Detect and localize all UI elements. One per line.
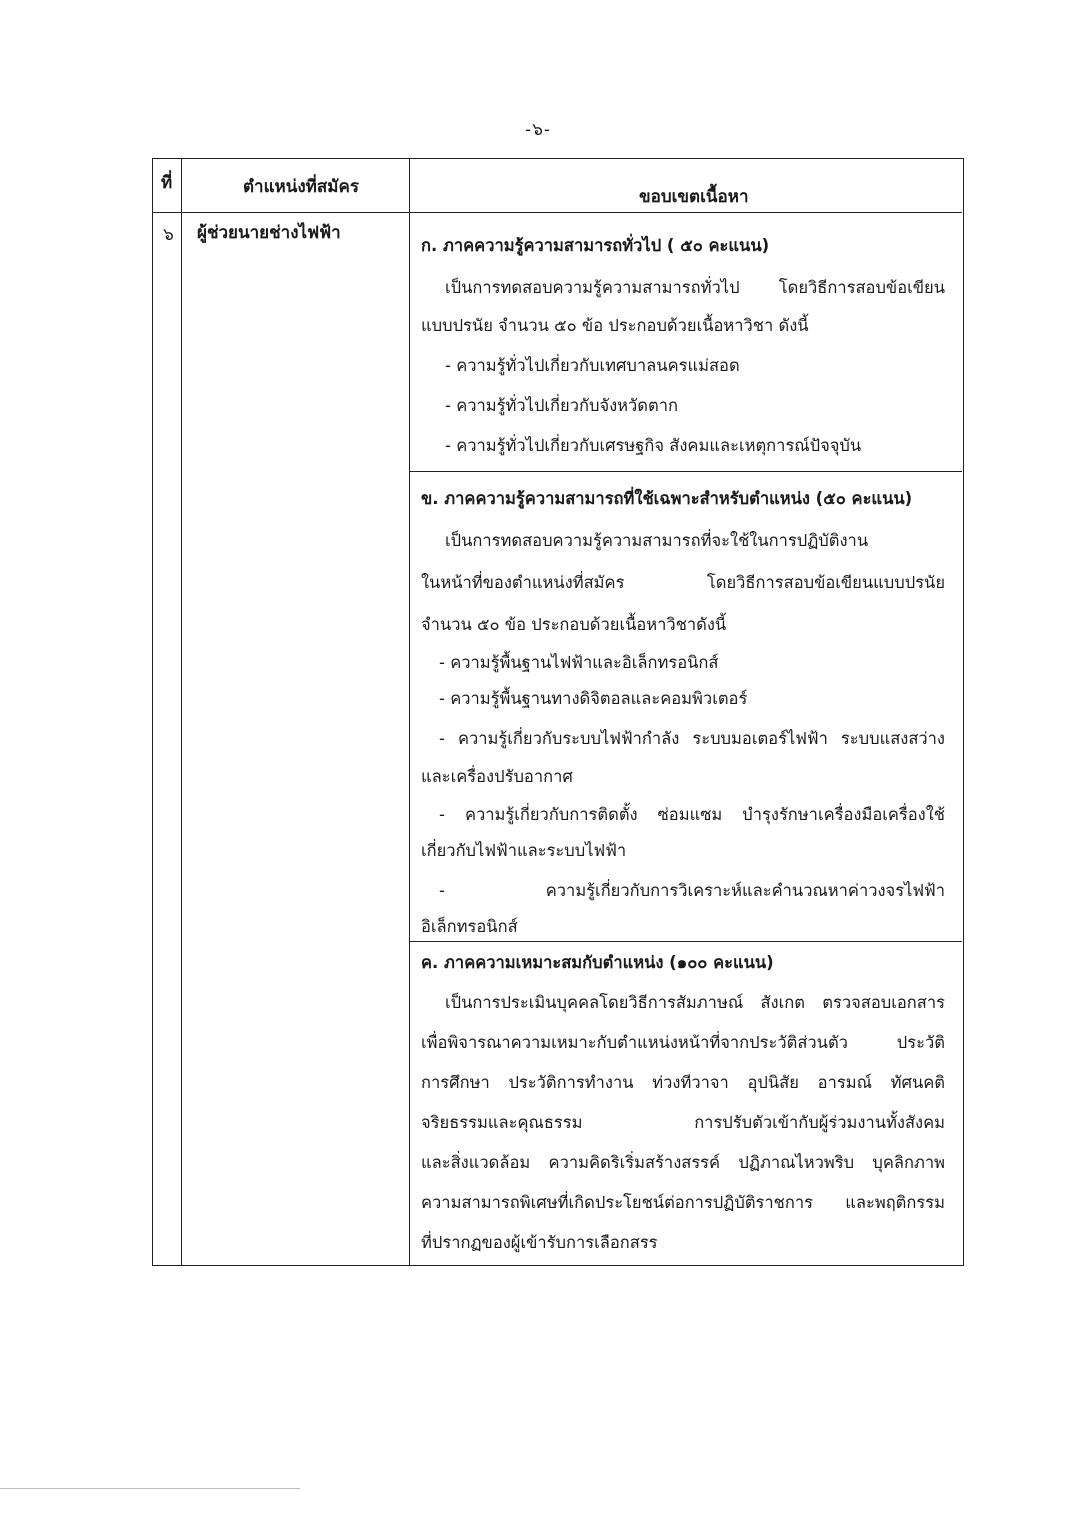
section-line: แบบปรนัย จำนวน ๕๐ ข้อ ประกอบด้วยเนื้อหาวิชา ดังนี้ xyxy=(421,316,809,335)
page-number: -๖- xyxy=(524,120,552,140)
section-line: เพื่อพิจารณาความเหมาะกับตำแหน่งหน้าที่จากประวัติส่วนตัว ประวัติ xyxy=(421,1033,945,1052)
section-line: จริยธรรมและคุณธรรม การปรับตัวเข้ากับผู้ร่วมงานทั้งสังคม xyxy=(421,1113,945,1132)
section-title: ค. ภาคความเหมาะสมกับตำแหน่ง (๑๐๐ คะแนน) xyxy=(421,953,774,972)
header-position: ตำแหน่งที่สมัคร xyxy=(243,177,359,197)
section-line: - ความรู้พื้นฐานไฟฟ้าและอิเล็กทรอนิกส์ xyxy=(439,653,719,672)
section-line: เกี่ยวกับไฟฟ้าและระบบไฟฟ้า xyxy=(421,841,627,860)
section-line: การศึกษา ประวัติการทำงาน ท่วงทีวาจา อุปนิสัย อารมณ์ ทัศนคติ xyxy=(421,1073,945,1092)
header-scope: ขอบเขตเนื้อหา xyxy=(639,187,749,207)
section-general xyxy=(409,213,961,471)
scan-edge-line xyxy=(0,1488,300,1489)
section-line: - ความรู้เกี่ยวกับการติดตั้ง ซ่อมแซม บำรุงรักษาเครื่องมือเครื่องใช้ xyxy=(439,805,945,824)
section-line: - ความรู้เกี่ยวกับระบบไฟฟ้ากำลัง ระบบมอเตอร์ไฟฟ้า ระบบแสงสว่าง xyxy=(439,729,945,748)
row-number: ๖ xyxy=(163,225,174,245)
section-line: - ความรู้ทั่วไปเกี่ยวกับเทศบาลนครแม่สอด xyxy=(445,356,740,375)
section-line: และสิ่งแวดล้อม ความคิดริเริ่มสร้างสรรค์ ปฏิภาณไหวพริบ บุคลิกภาพ xyxy=(421,1153,945,1172)
section-line: จำนวน ๕๐ ข้อ ประกอบด้วยเนื้อหาวิชาดังนี้ xyxy=(421,615,727,634)
section-specific xyxy=(409,472,961,941)
row-position: ผู้ช่วยนายช่างไฟฟ้า xyxy=(197,223,341,243)
section-line: ความสามารถพิเศษที่เกิดประโยชน์ต่อการปฏิบัติราชการ และพฤติกรรม xyxy=(421,1193,945,1212)
section-line: - ความรู้เกี่ยวกับการวิเคราะห์และคำนวณหาค่าวงจรไฟฟ้า xyxy=(439,881,945,900)
section-suitability xyxy=(409,942,961,1264)
syllabus-table xyxy=(152,158,964,1266)
section-line: เป็นการทดสอบความรู้ความสามารถที่จะใช้ในการปฏิบัติงาน xyxy=(445,531,869,550)
section-line: เป็นการทดสอบความรู้ความสามารถทั่วไป โดยวิธีการสอบข้อเขียน xyxy=(445,278,945,297)
section-line: - ความรู้ทั่วไปเกี่ยวกับจังหวัดตาก xyxy=(445,396,678,415)
section-line: ที่ปรากฏของผู้เข้ารับการเลือกสรร xyxy=(421,1233,658,1252)
section-line: ในหน้าที่ของตำแหน่งที่สมัคร โดยวิธีการสอบข้อเขียนแบบปรนัย xyxy=(421,573,945,592)
section-line: อิเล็กทรอนิกส์ xyxy=(421,917,518,936)
section-title: ข. ภาคความรู้ความสามารถที่ใช้เฉพาะสำหรับตำแหน่ง (๕๐ คะแนน) xyxy=(421,489,913,508)
section-title: ก. ภาคความรู้ความสามารถทั่วไป ( ๕๐ คะแนน) xyxy=(421,236,770,255)
section-line: - ความรู้ทั่วไปเกี่ยวกับเศรษฐกิจ สังคมและเหตุการณ์ปัจจุบัน xyxy=(445,436,862,455)
section-line: และเครื่องปรับอากาศ xyxy=(421,767,573,786)
header-no: ที่ xyxy=(161,173,173,193)
section-line: เป็นการประเมินบุคคลโดยวิธีการสัมภาษณ์ สังเกต ตรวจสอบเอกสาร xyxy=(445,993,945,1012)
section-line: - ความรู้พื้นฐานทางดิจิตอลและคอมพิวเตอร์ xyxy=(439,689,748,708)
column-divider xyxy=(181,159,182,1265)
